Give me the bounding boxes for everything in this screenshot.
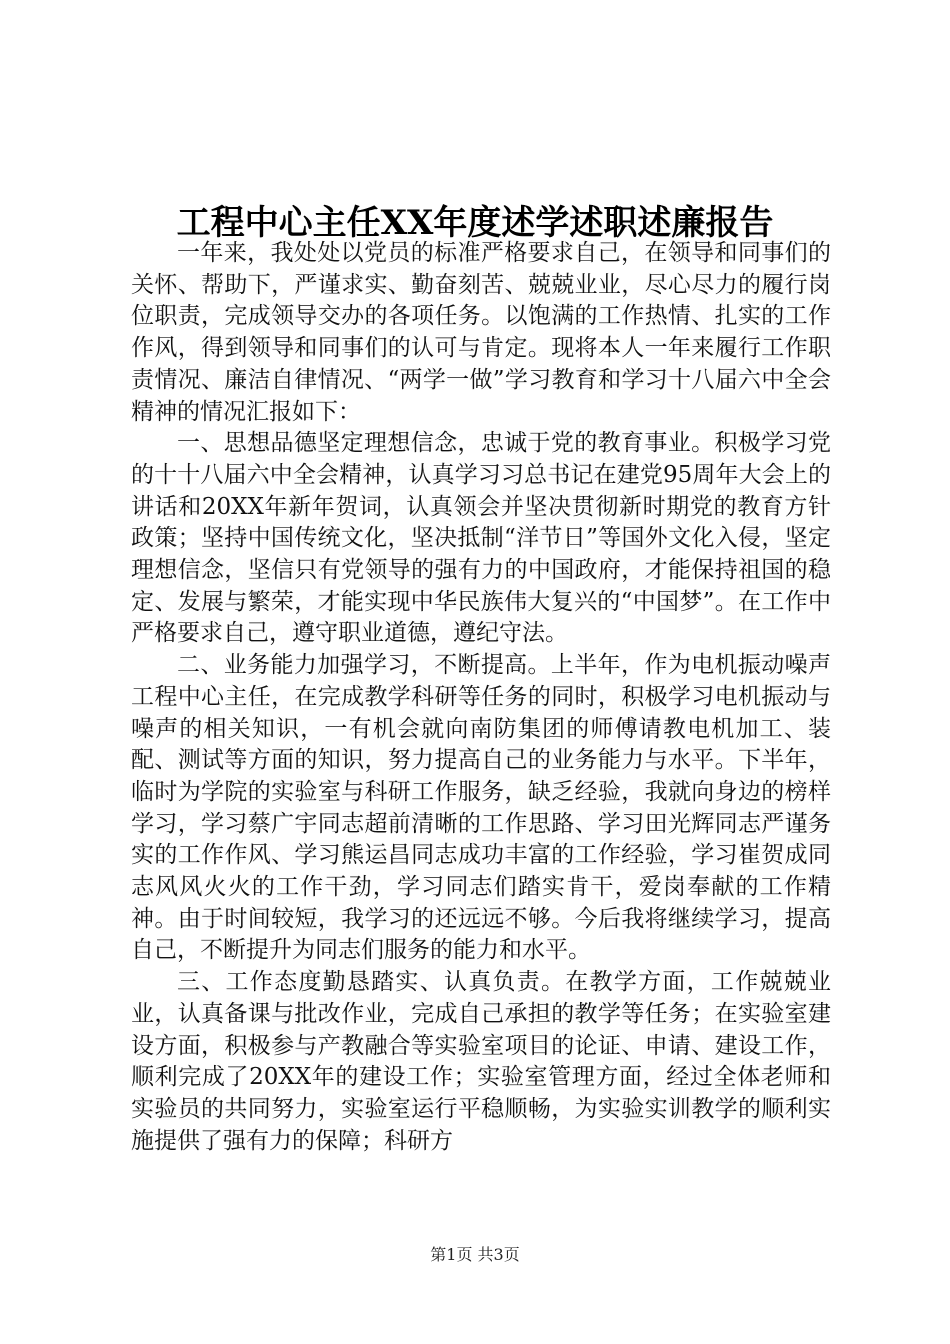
paragraph-ability: 二、业务能力加强学习，不断提高。上半年，作为电机振动噪声工程中心主任，在完成教学科研等任务的同时，积极学习电机振动与噪声的相关知识，一有机会就向南防集团的师傅请教电机加工、装配、测试等方面的知识，努力提高自己的业务能力与水平。下半年，临时为学院的实验室与科研工作服务，缺乏经验，我就向身边的榜样学习，学习蔡广宇同志超前清晰的工作思路、学习田光辉同志严谨务实的工作作风、学习熊运昌同志成功丰富的工作经验，学习崔贺成同志风风火火的工作干劲，学习同志们踏实肯干，爱岗奉献的工作精神。由于时间较短，我学习的还远远不够。今后我将继续学习，提高自己，不断提升为同志们服务的能力和水平。: [131, 652, 831, 964]
paragraph-ideology: 一、思想品德坚定理想信念，忠诚于党的教育事业。积极学习党的十十八届六中全会精神，认真学习习总书记在建党95周年大会上的讲话和20XX年新年贺词，认真领会并坚决贯彻新时期党的教育方针政策；坚持中国传统文化，坚决抵制“洋节日”等国外文化入侵，坚定理想信念，坚信只有党领导的强有力的中国政府，才能保持祖国的稳定、发展与繁荣，才能实现中华民族伟大复兴的“中国梦”。在工作中严格要求自己，遵守职业道德，遵纪守法。: [131, 430, 831, 647]
document-title: 工程中心主任XX年度述学述职述廉报告: [176, 202, 774, 243]
paragraph-intro: 一年来，我处处以党员的标准严格要求自己，在领导和同事们的关怀、帮助下，严谨求实、勤奋刻苦、兢兢业业，尽心尽力的履行岗位职责，完成领导交办的各项任务。以饱满的工作热情、扎实的工作作风，得到领导和同事们的认可与肯定。现将本人一年来履行工作职责情况、廉洁自律情况、“两学一做”学习教育和学习十八届六中全会精神的情况汇报如下：: [131, 240, 831, 425]
paragraph-attitude: 三、工作态度勤恳踏实、认真负责。在教学方面，工作兢兢业业，认真备课与批改作业，完成自己承担的教学等任务；在实验室建设方面，积极参与产教融合等实验室项目的论证、申请、建设工作，顺利完成了20XX年的建设工作；实验室管理方面，经过全体老师和实验员的共同努力，实验室运行平稳顺畅，为实验实训教学的顺利实施提供了强有力的保障；科研方: [131, 969, 831, 1154]
document-body: [131, 238, 831, 1157]
page-footer: 第1页 共3页: [430, 1245, 520, 1264]
